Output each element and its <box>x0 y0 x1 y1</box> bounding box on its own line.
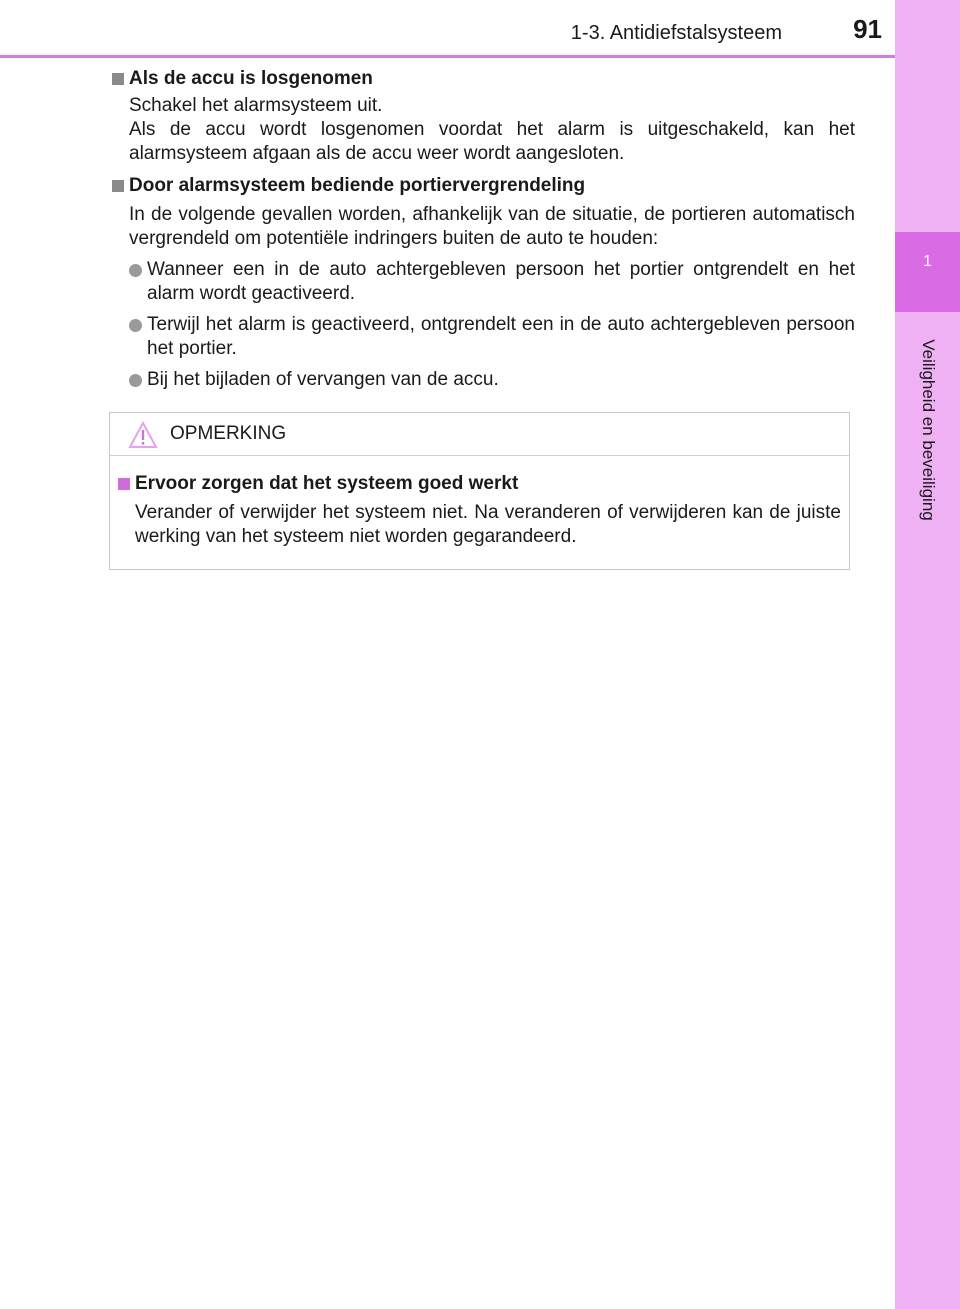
circle-bullet-icon <box>129 319 142 332</box>
page-number: 91 <box>853 14 882 44</box>
chapter-tab <box>895 232 960 312</box>
chapter-label: Veiligheid en beveiliging <box>919 339 938 521</box>
list-item-text: Wanneer een in de auto achtergebleven persoon het portier ontgrendelt en het alarm wordt geactiveerd. <box>147 259 855 304</box>
paragraph: Schakel het alarmsysteem uit. <box>129 95 383 116</box>
warning-icon <box>128 421 158 449</box>
circle-bullet-icon <box>129 264 142 277</box>
section-heading <box>110 173 855 199</box>
section-heading-text: Door alarmsysteem bediende portiervergrendeling <box>129 175 586 196</box>
header-rule <box>0 55 895 58</box>
paragraph: In de volgende gevallen worden, afhankelijk van de situatie, de portieren automatisch vergrendeld om potentiële indringers buiten de auto te houden: <box>129 204 855 249</box>
list-item <box>129 258 855 306</box>
circle-bullet-icon <box>129 374 142 387</box>
paragraph: Als de accu wordt losgenomen voordat het alarm is uitgeschakeld, kan het alarmsysteem afgaan als de accu weer wordt aangesloten. <box>129 119 855 164</box>
square-bullet-icon <box>112 180 124 192</box>
notice-heading-text: Ervoor zorgen dat het systeem goed werkt <box>135 473 519 494</box>
notice-title: OPMERKING <box>170 423 287 444</box>
square-bullet-icon <box>118 478 130 490</box>
header-section-title: 1-3. Antidiefstalsysteem <box>570 22 782 44</box>
chapter-number: 1 <box>923 253 932 270</box>
notice-header <box>110 413 849 456</box>
notice-heading <box>116 471 841 497</box>
notice-body <box>116 471 841 549</box>
section-heading <box>110 66 855 92</box>
main-content <box>110 66 855 392</box>
square-bullet-icon <box>112 73 124 85</box>
list-item <box>129 313 855 361</box>
notice-box <box>109 412 850 570</box>
section-heading-text: Als de accu is losgenomen <box>129 68 373 89</box>
list-item-text: Bij het bijladen of vervangen van de accu. <box>147 369 499 390</box>
notice-text: Verander of verwijder het systeem niet. Na veranderen of verwijderen kan de juiste werking van het systeem niet worden gegarandeerd. <box>135 502 841 547</box>
side-tab-strip <box>895 0 960 1309</box>
list-item-text: Terwijl het alarm is geactiveerd, ontgrendelt een in de auto achtergebleven persoon het portier. <box>147 314 855 359</box>
list-item <box>129 368 855 392</box>
